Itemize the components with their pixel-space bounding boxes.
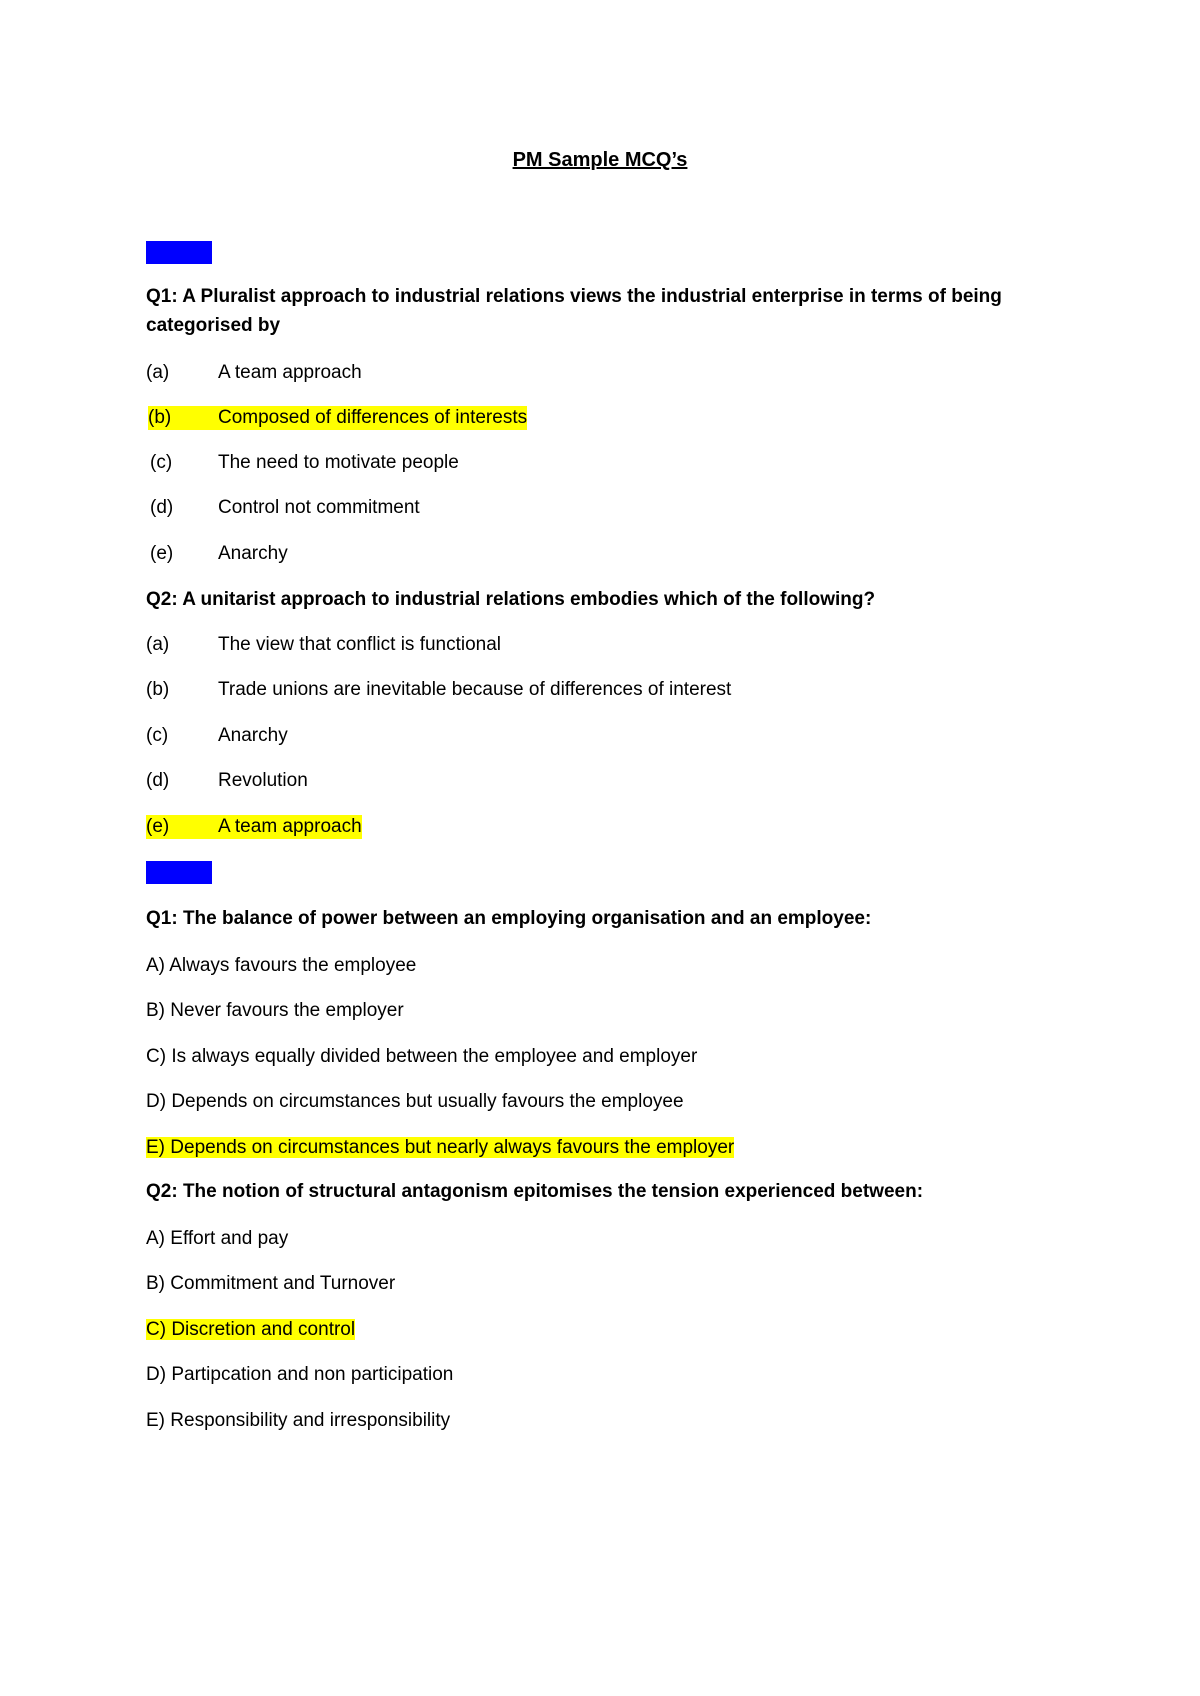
option-letter: (e) — [146, 816, 170, 837]
option-w2-q2-a — [146, 633, 501, 657]
option-text: Control not commitment — [218, 497, 420, 518]
option-w2-q1-e — [150, 542, 288, 566]
option-w2-q1-b — [148, 406, 527, 430]
option-letter: (d) — [150, 497, 174, 518]
option-text: A team approach — [218, 362, 362, 383]
option-w4-q2-c — [146, 1318, 355, 1342]
option-letter: (c) — [150, 452, 173, 473]
option-letter: (e) — [150, 543, 174, 564]
question-w2-q1: Q1: A Pluralist approach to industrial relations views the industrial enterprise in terms of being categorised by — [146, 286, 1002, 336]
option-text: The need to motivate people — [218, 452, 459, 473]
option-w4-q2-a: A) Effort and pay — [146, 1228, 289, 1249]
option-text: Anarchy — [218, 543, 288, 564]
option-letter: (b) — [146, 679, 170, 700]
option-w4-q2-e: E) Responsibility and irresponsibility — [146, 1410, 451, 1431]
document-title: PM Sample MCQ’s — [512, 149, 688, 171]
question-w2-q2: Q2: A unitarist approach to industrial relations embodies which of the following? — [146, 589, 876, 610]
option-w4-q1-e — [146, 1136, 734, 1160]
option-w4-q1-d: D) Depends on circumstances but usually favours the employee — [146, 1091, 684, 1112]
week-label: Week 4 — [146, 861, 211, 882]
option-text: Anarchy — [218, 725, 288, 746]
correct-answer-highlight — [146, 815, 362, 839]
option-w2-q2-e — [146, 815, 362, 839]
option-w2-q1-a — [146, 361, 362, 385]
option-text: A team approach — [218, 816, 362, 837]
option-w4-q2-d: D) Partipcation and non participation — [146, 1364, 454, 1385]
option-letter: (a) — [146, 634, 170, 655]
option-w2-q2-b — [146, 678, 731, 702]
correct-answer-highlight — [148, 406, 527, 430]
option-w4-q1-a: A) Always favours the employee — [146, 955, 417, 976]
option-w4-q1-c: C) Is always equally divided between the employee and employer — [146, 1046, 698, 1067]
week-label: Week 2 — [146, 241, 211, 262]
option-w2-q1-c — [150, 451, 459, 475]
option-text: Composed of differences of interests — [218, 407, 528, 428]
option-text: Trade unions are inevitable because of differences of interest — [218, 679, 732, 700]
option-w2-q1-d — [150, 496, 420, 520]
option-letter: (b) — [148, 407, 172, 428]
option-w2-q2-c — [146, 724, 288, 748]
option-text: The view that conflict is functional — [218, 634, 502, 655]
question-w4-q1: Q1: The balance of power between an employing organisation and an employee: — [146, 908, 872, 929]
correct-answer-highlight: E) Depends on circumstances but nearly always favours the employer — [146, 1137, 735, 1158]
week-4-heading — [146, 860, 212, 884]
week-2-heading — [146, 240, 212, 264]
option-letter: (c) — [146, 725, 169, 746]
option-letter: (d) — [146, 770, 170, 791]
option-w4-q1-b: B) Never favours the employer — [146, 1000, 404, 1021]
option-letter: (a) — [146, 362, 170, 383]
option-w4-q2-b: B) Commitment and Turnover — [146, 1273, 396, 1294]
option-text: Revolution — [218, 770, 308, 791]
correct-answer-highlight: C) Discretion and control — [146, 1319, 356, 1340]
option-w2-q2-d — [146, 769, 308, 793]
question-w4-q2: Q2: The notion of structural antagonism epitomises the tension experienced between: — [146, 1181, 924, 1202]
